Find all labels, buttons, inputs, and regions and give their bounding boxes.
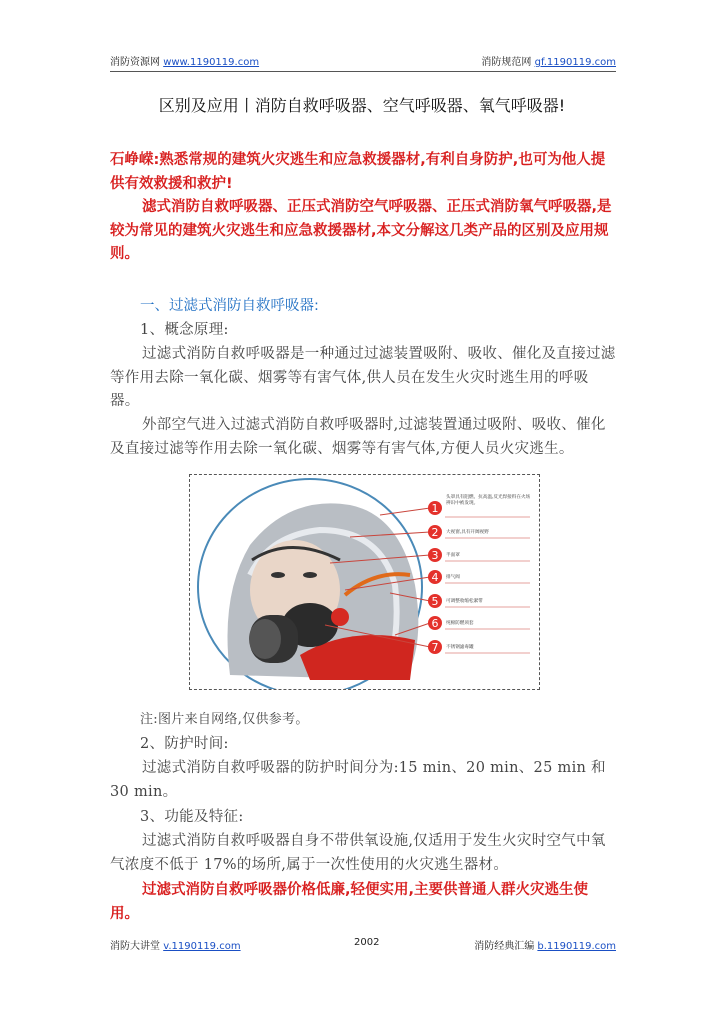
- header-link-right[interactable]: gf.1190119.com: [534, 57, 616, 68]
- label-7: 不锈钢滤毒罐: [446, 645, 474, 650]
- marker-5: 5: [431, 595, 439, 608]
- time-heading: 2、防护时间:: [140, 736, 229, 752]
- page-header: [110, 53, 616, 72]
- marker-4: 4: [431, 571, 439, 584]
- header-right: [481, 53, 616, 68]
- section-heading: 一、过滤式消防自救呼吸器:: [140, 298, 319, 314]
- label-6: 纯棉防燃颈套: [446, 621, 474, 626]
- feature-highlight: 过滤式消防自救呼吸器价格低廉,轻便实用,主要供普通人群火灾逃生使用。: [110, 882, 589, 922]
- label-3: 半面罩: [446, 553, 460, 558]
- footer-link-right[interactable]: b.1190119.com: [537, 941, 616, 952]
- header-site-left: 消防资源网: [110, 57, 160, 68]
- page-number: 2002: [354, 937, 380, 948]
- header-site-right: 消防规范网: [481, 57, 532, 68]
- marker-6: 6: [431, 617, 439, 630]
- header-link-left[interactable]: www.1190119.com: [163, 57, 260, 68]
- label-5: 可调整收缩松紧带: [446, 599, 483, 604]
- concept-paragraph-2: 外部空气进入过滤式消防自救呼吸器时,过滤装置通过吸附、吸收、催化及直接过滤等作用去除一氧化碳、烟雾等有害气体,方便人员火灾逃生。: [110, 417, 606, 457]
- intro-lead: 石峥嵘:熟悉常规的建筑火灾逃生和应急救援器材,有利自身防护,也可为他人提供有效救援和救护!: [110, 152, 606, 192]
- footer-right: [474, 937, 616, 952]
- footer-site-left: 消防大讲堂: [110, 941, 160, 952]
- time-paragraph: 过滤式消防自救呼吸器的防护时间分为:15 min、20 min、25 min 和 30 min。: [110, 760, 606, 800]
- marker-7: 7: [431, 641, 439, 654]
- concept-heading: 1、概念原理:: [140, 322, 229, 338]
- marker-1: 1: [431, 502, 439, 515]
- respirator-figure: [189, 474, 540, 690]
- page-footer: [110, 937, 616, 952]
- concept-paragraph-1: 过滤式消防自救呼吸器是一种通过过滤装置吸附、吸收、催化及直接过滤等作用去除一氧化碳、烟雾等有害气体,供人员在发生火灾时逃生用的呼吸器。: [110, 346, 616, 409]
- article-title: 区别及应用丨消防自救呼吸器、空气呼吸器、氧气呼吸器!: [158, 96, 566, 115]
- label-1: 头罩具有阻燃、抗高温,反光焊接料在火场辨识中被发现。: [446, 495, 531, 506]
- footer-link-left[interactable]: v.1190119.com: [163, 941, 241, 952]
- feature-heading: 3、功能及特征:: [140, 809, 244, 825]
- marker-2: 2: [431, 526, 439, 539]
- intro-paragraph: 滤式消防自救呼吸器、正压式消防空气呼吸器、正压式消防氧气呼吸器,是较为常见的建筑火灾逃生和应急救援器材,本文分解这几类产品的区别及应用规则。: [110, 199, 612, 262]
- label-2: 大视窗,具有开阔视野: [446, 530, 489, 535]
- figure-note: 注:图片来自网络,仅供参考。: [140, 712, 309, 727]
- label-4: 排气阀: [446, 575, 460, 580]
- respirator-illustration: [190, 475, 539, 689]
- feature-paragraph: 过滤式消防自救呼吸器自身不带供氧设施,仅适用于发生火灾时空气中氧气浓度不低于 17%的场所,属于一次性使用的火灾逃生器材。: [110, 833, 606, 873]
- footer-site-right: 消防经典汇编: [474, 941, 535, 952]
- marker-3: 3: [431, 549, 439, 562]
